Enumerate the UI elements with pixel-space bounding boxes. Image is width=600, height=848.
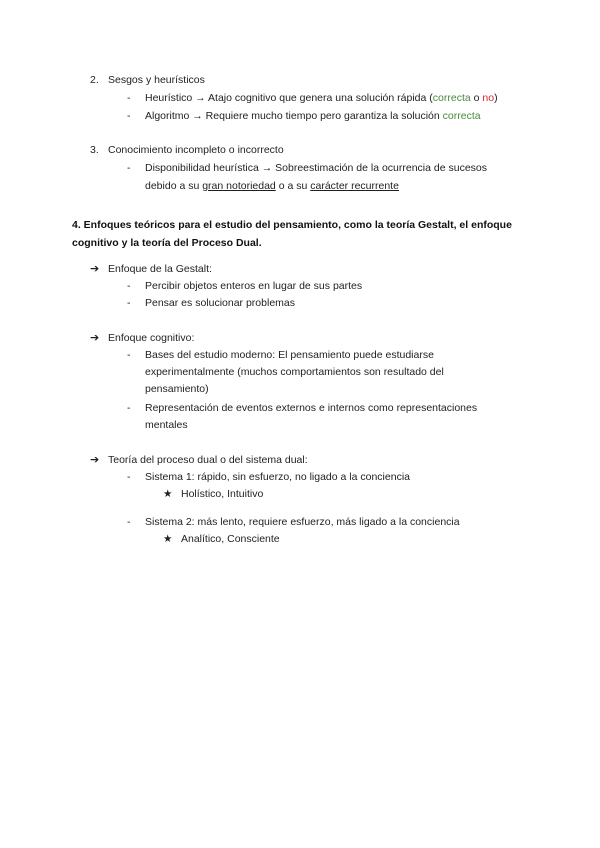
list-item-continuation: pensamiento) [145, 383, 209, 395]
section-title: Sesgos y heurísticos [108, 74, 205, 86]
section-3-heading [90, 143, 284, 157]
list-item-continuation: mentales [145, 419, 188, 431]
section-title: Conocimiento incompleto o incorrecto [108, 144, 284, 156]
dash-bullet: - [127, 110, 131, 122]
section-4-heading: 4. Enfoques teóricos para el estudio del pensamiento, como la teoría Gestalt, el enfoque [72, 219, 512, 231]
star-bullet-icon: ★ [163, 488, 173, 500]
list-item: - Sistema 2: más lento, requiere esfuerzo, más ligado a la conciencia [127, 516, 460, 528]
list-number: 3. [90, 144, 99, 156]
dash-bullet: - [127, 92, 131, 104]
dash-bullet: - [127, 297, 131, 309]
dash-bullet: - [127, 280, 131, 292]
dash-bullet: - [127, 471, 131, 483]
list-item: - Bases del estudio moderno: El pensamiento puede estudiarse [127, 349, 434, 361]
list-item: - Algoritmo → Requiere mucho tiempo pero garantiza la solución correcta [127, 110, 481, 122]
list-item-continuation: debido a su gran notoriedad o a su carácter recurrente [145, 180, 399, 192]
section-2-heading [90, 73, 205, 87]
list-item: - Pensar es solucionar problemas [127, 297, 295, 309]
dual-heading: ➔ Teoría del proceso dual o del sistema dual: [90, 454, 308, 466]
section-4-heading-cont: cognitivo y la teoría del Proceso Dual. [72, 237, 262, 249]
arrow-bullet-icon: ➔ [90, 454, 100, 466]
sub-list-item: ★ Holístico, Intuitivo [163, 488, 264, 500]
dash-bullet: - [127, 162, 131, 174]
dash-bullet: - [127, 516, 131, 528]
list-item: - Representación de eventos externos e internos como representaciones [127, 402, 478, 414]
list-item: - Percibir objetos enteros en lugar de sus partes [127, 280, 363, 292]
star-bullet-icon: ★ [163, 533, 173, 545]
cognitivo-heading: ➔ Enfoque cognitivo: [90, 332, 195, 344]
dash-bullet: - [127, 402, 131, 414]
dash-bullet: - [127, 349, 131, 361]
list-item: - Sistema 1: rápido, sin esfuerzo, no ligado a la conciencia [127, 471, 410, 483]
arrow-bullet-icon: ➔ [90, 263, 100, 275]
gestalt-heading: ➔ Enfoque de la Gestalt: [90, 263, 212, 275]
list-item-continuation: experimentalmente (muchos comportamientos son resultado del [145, 366, 444, 378]
list-item: - Heurístico → Atajo cognitivo que genera una solución rápida (correcta o no) [127, 92, 498, 104]
arrow-bullet-icon: ➔ [90, 332, 100, 344]
sub-list-item: ★ Analítico, Consciente [163, 533, 280, 545]
list-number: 2. [90, 74, 99, 86]
list-item: - Disponibilidad heurística → Sobreestimación de la ocurrencia de sucesos [127, 162, 488, 174]
